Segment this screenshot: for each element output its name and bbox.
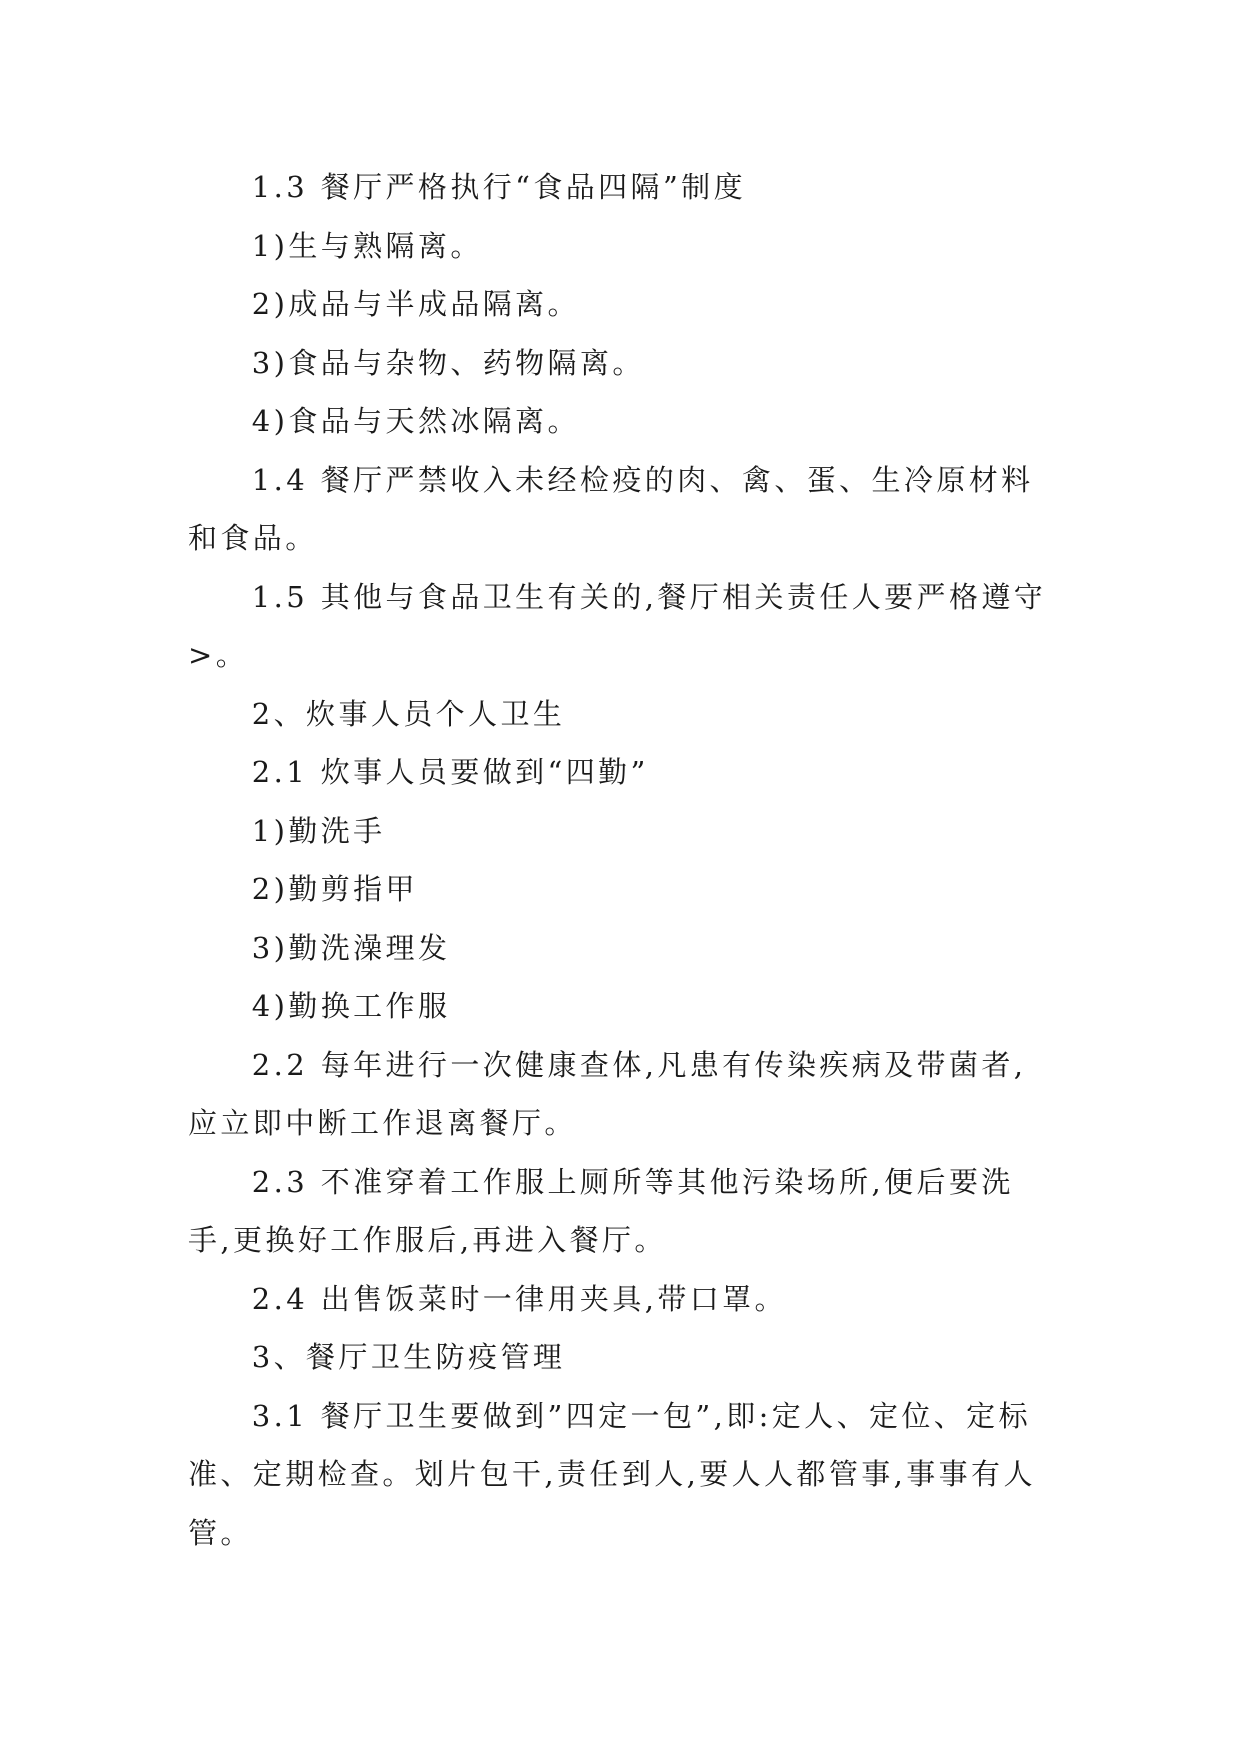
paragraph: 2)勤剪指甲 bbox=[251, 872, 418, 906]
paragraph: 2.4 出售饭菜时一律用夹具,带口罩。 bbox=[251, 1281, 787, 1316]
paragraph: 1.5 其他与食品卫生有关的,餐厅相关责任人要严格遵守>。 bbox=[188, 579, 1047, 672]
paragraph: 1)勤洗手 bbox=[251, 813, 386, 848]
section-heading: 3、餐厅卫生防疫管理 bbox=[251, 1340, 566, 1374]
section-heading: 2、炊事人员个人卫生 bbox=[251, 696, 566, 731]
paragraph: 2.2 每年进行一次健康查体,凡患有传染疾病及带菌者,应立即中断工作退离餐厅。 bbox=[188, 1047, 1027, 1140]
paragraph: 4)食品与天然冰隔离。 bbox=[251, 404, 580, 438]
paragraph: 3)勤洗澡理发 bbox=[251, 930, 451, 965]
document-body bbox=[188, 158, 1053, 1562]
paragraph: 3)食品与杂物、药物隔离。 bbox=[251, 345, 645, 380]
paragraph: 4)勤换工作服 bbox=[251, 989, 451, 1023]
paragraph: 2)成品与半成品隔离。 bbox=[251, 287, 580, 321]
paragraph: 1.3 餐厅严格执行“食品四隔”制度 bbox=[251, 170, 746, 204]
paragraph: 1.4 餐厅严禁收入未经检疫的肉、禽、蛋、生冷原材料和食品。 bbox=[188, 462, 1034, 555]
paragraph: 2.1 炊事人员要做到“四勤” bbox=[251, 755, 649, 789]
paragraph: 3.1 餐厅卫生要做到”四定一包”,即:定人、定位、定标准、定期检查。划片包干,责任到人,要人人都管事,事事有人管。 bbox=[188, 1398, 1036, 1550]
paragraph: 1)生与熟隔离。 bbox=[251, 228, 483, 263]
paragraph: 2.3 不准穿着工作服上厕所等其他污染场所,便后要洗手,更换好工作服后,再进入餐厅。 bbox=[188, 1164, 1014, 1257]
